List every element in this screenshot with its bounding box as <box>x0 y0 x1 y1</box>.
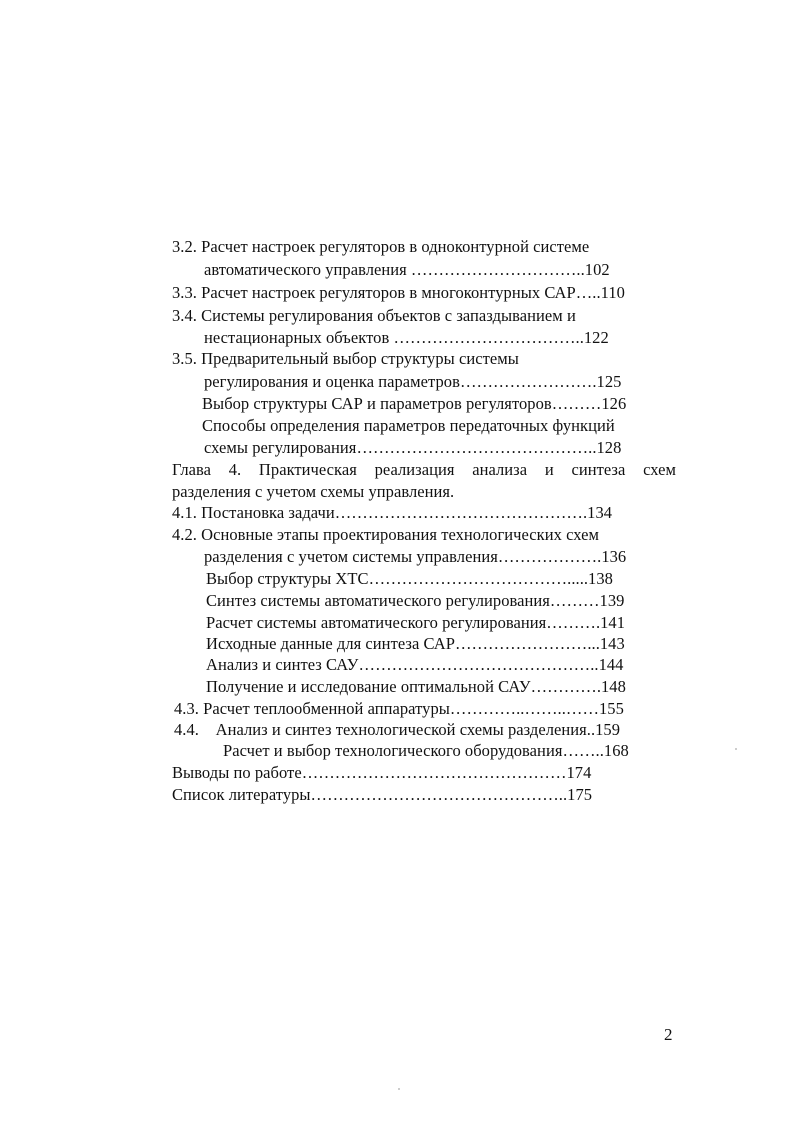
toc-subentry-xts-structure: Выбор структуры ХТС……………………………….....138 <box>206 569 613 588</box>
toc-entry-3-2: 3.2. Расчет настроек регуляторов в одноконтурной системе <box>172 237 590 256</box>
toc-subentry-sar-synthesis: Синтез системы автоматического регулирования………139 <box>206 591 625 610</box>
toc-chapter-4-heading: Глава 4. Практическая реализация анализа и синтеза схем <box>172 460 676 479</box>
toc-entry-3-3: 3.3. Расчет настроек регуляторов в многоконтурных САР…..110 <box>172 283 625 302</box>
toc-entry-references: Список литературы………………………………………..175 <box>172 785 593 804</box>
toc-entry-3-2-continued: автоматического управления …………………………..102 <box>204 260 610 279</box>
toc-entry-3-5: 3.5. Предварительный выбор структуры системы <box>172 349 519 368</box>
page-number: 2 <box>664 1025 673 1044</box>
toc-chapter-4-heading-continued: разделения с учетом схемы управления. <box>172 482 455 501</box>
toc-entry-4-2-continued: разделения с учетом системы управления……………….136 <box>204 547 627 566</box>
toc-subentry-structure-choice: Выбор структуры САР и параметров регуляторов………126 <box>202 394 627 413</box>
toc-entry-3-4: 3.4. Системы регулирования объектов с запаздыванием и <box>172 306 576 325</box>
toc-subentry-transfer-functions: Способы определения параметров передаточных функций <box>202 416 615 435</box>
toc-subentry-equipment: Расчет и выбор технологического оборудования……..168 <box>223 741 629 760</box>
scan-speck <box>398 1088 400 1090</box>
toc-entry-4-4: 4.4. Анализ и синтез технологической схемы разделения..159 <box>174 720 621 739</box>
toc-subentry-sau-analysis: Анализ и синтез САУ……………………………………..144 <box>206 655 624 674</box>
toc-entry-conclusions: Выводы по работе…………………………………………174 <box>172 763 592 782</box>
toc-entry-4-1: 4.1. Постановка задачи……………………………………….134 <box>172 503 613 522</box>
toc-entry-4-3: 4.3. Расчет теплообменной аппаратуры…………..……..……155 <box>174 699 624 718</box>
toc-entry-3-5-continued: регулирования и оценка параметров…………………….125 <box>204 372 622 391</box>
toc-entry-3-4-continued: нестационарных объектов ……………………………..122 <box>204 328 609 347</box>
toc-subentry-transfer-functions-continued: схемы регулирования……………………………………..128 <box>204 438 622 457</box>
toc-entry-4-2: 4.2. Основные этапы проектирования технологических схем <box>172 525 600 544</box>
toc-subentry-optimal-sau: Получение и исследование оптимальной САУ………….148 <box>206 677 626 696</box>
toc-subentry-initial-data: Исходные данные для синтеза САР……………………...143 <box>206 634 625 653</box>
toc-subentry-sar-calculation: Расчет системы автоматического регулирования……….141 <box>206 613 626 632</box>
scan-speck <box>735 748 737 750</box>
